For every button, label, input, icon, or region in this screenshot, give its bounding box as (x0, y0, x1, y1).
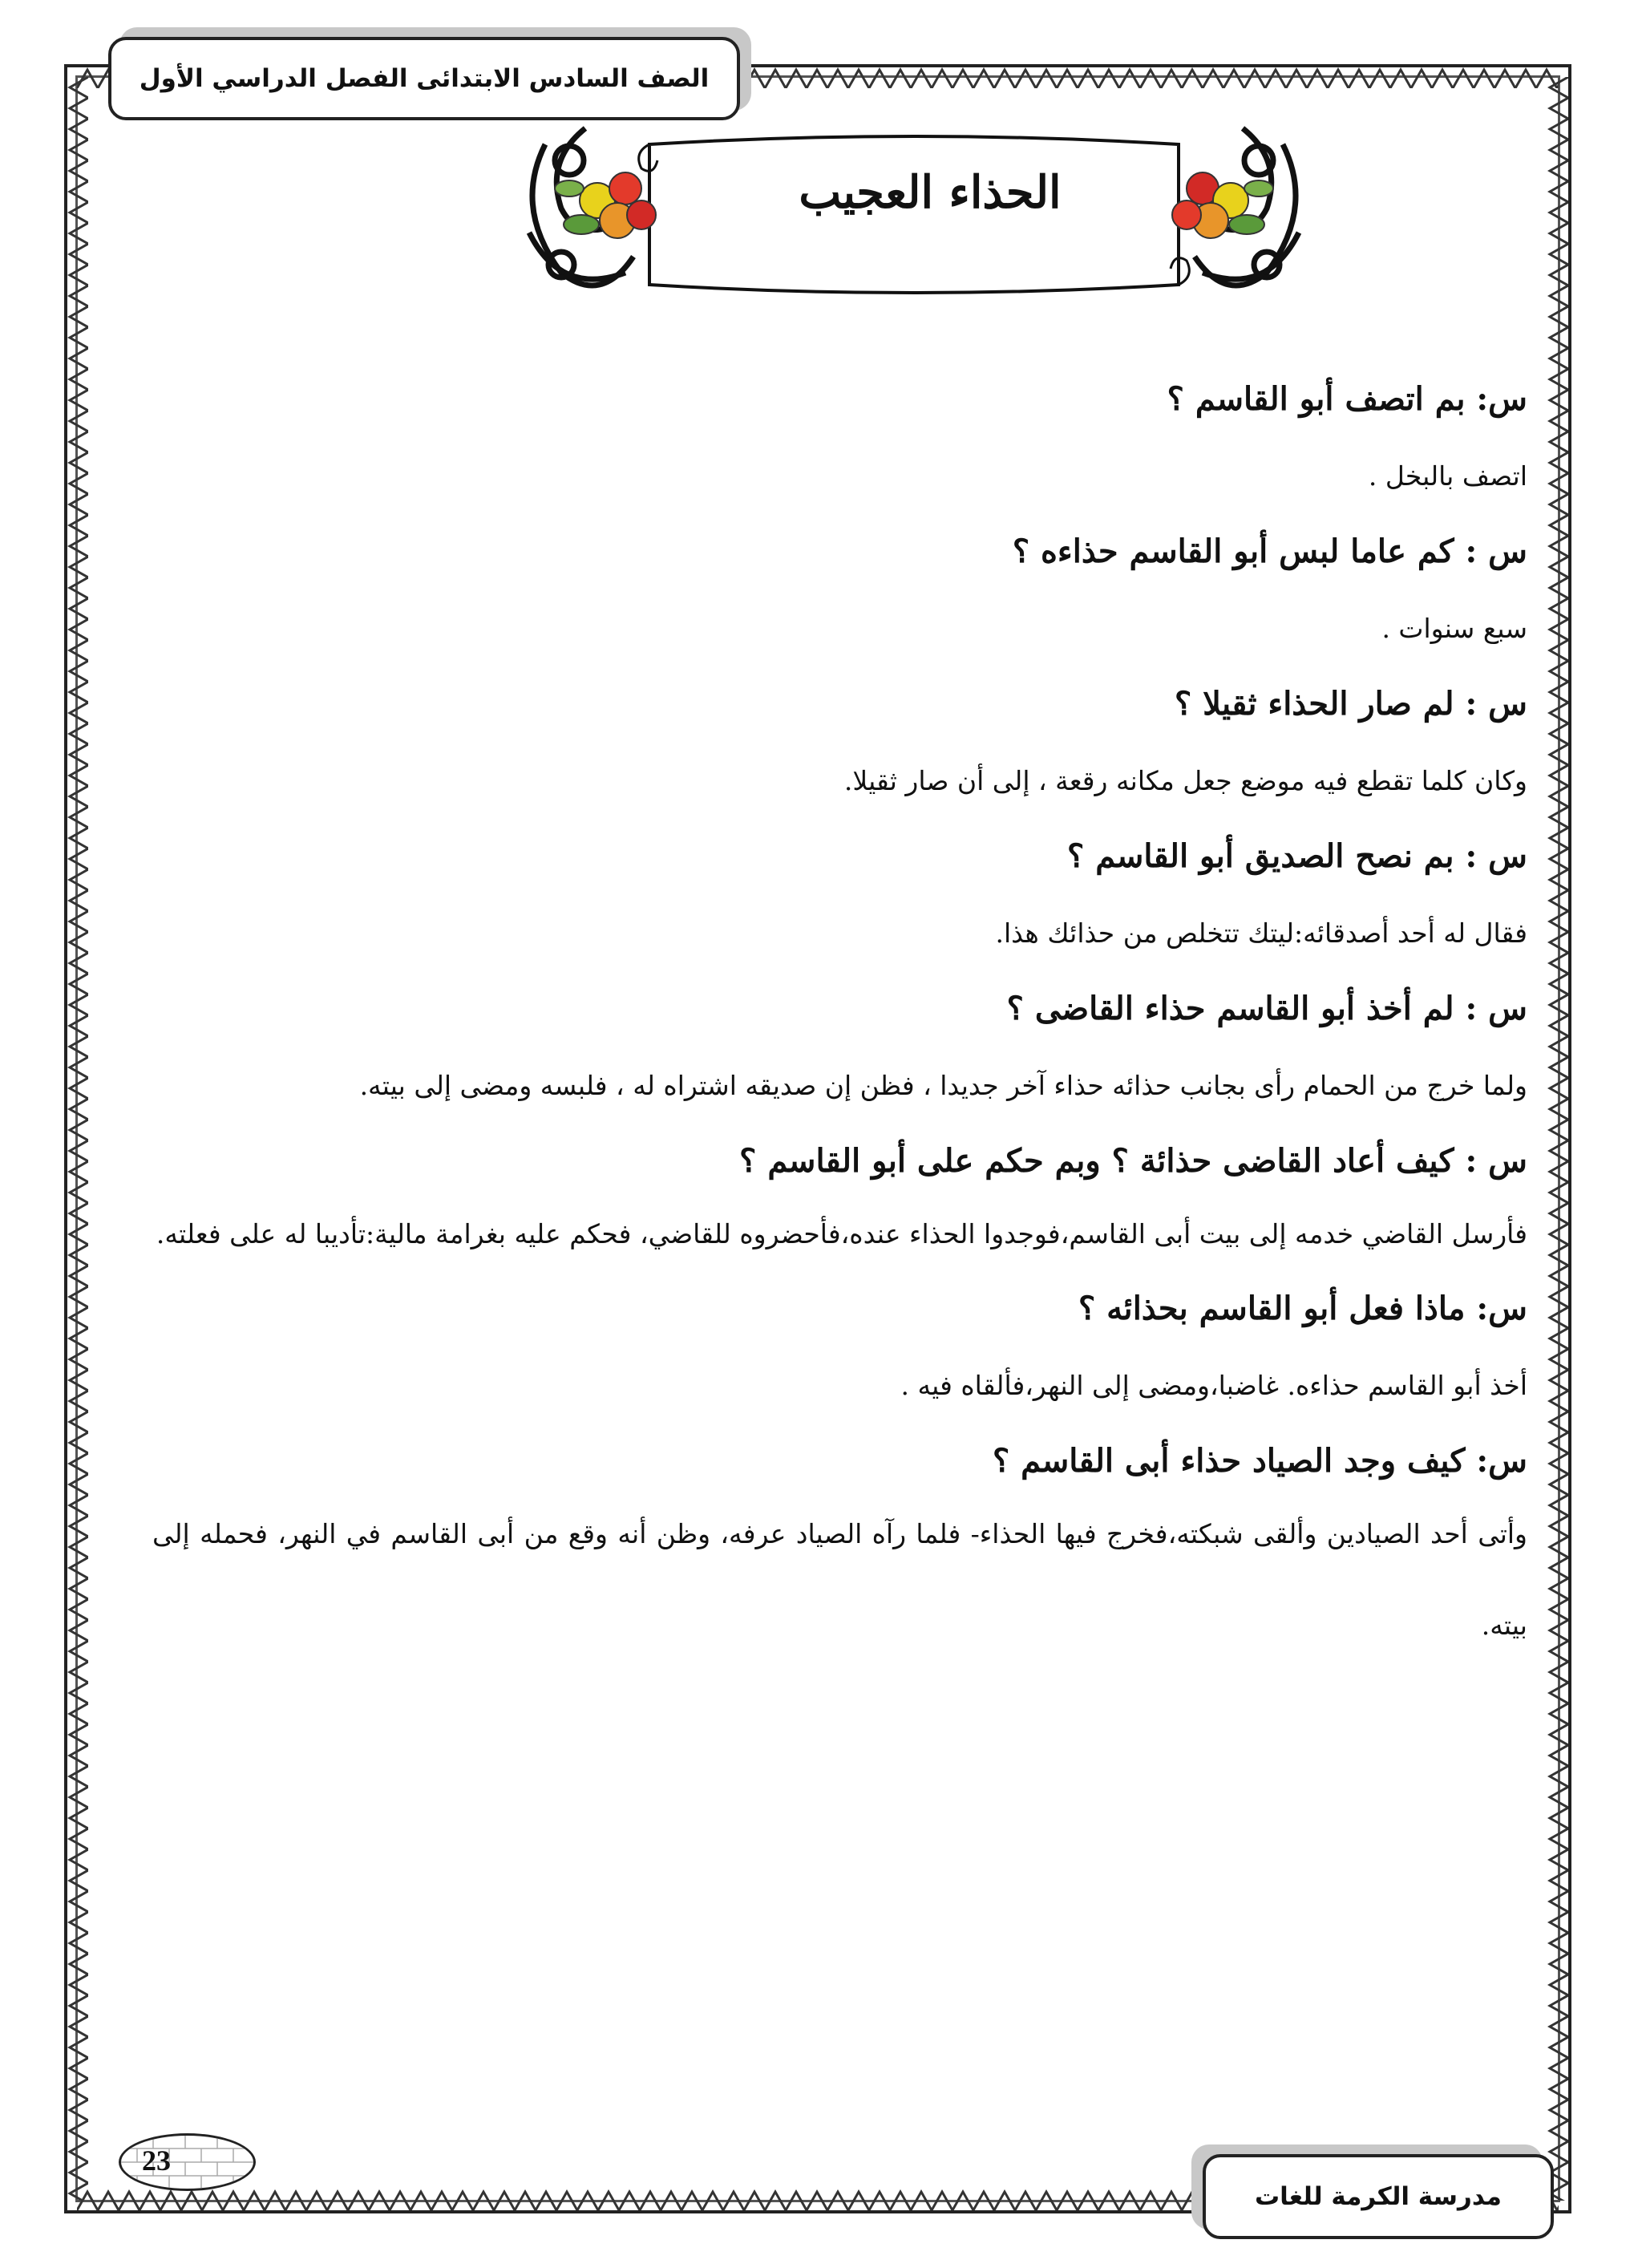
answer-6: فأرسل القاضي خدمه إلى بيت أبى القاسم،فوجدوا الحذاء عنده،فأحضروه للقاضي، فحكم عليه بغرامة مالية:تأديبا له على فعلته. (156, 1218, 1527, 1249)
question-8: س: كيف وجد الصياد حذاء أبى القاسم ؟ (992, 1442, 1527, 1480)
school-name-footer: مدرسة الكرمة للغات (1203, 2154, 1554, 2239)
question-3: س : لم صار الحذاء ثقيلا ؟ (1175, 685, 1527, 723)
qa-section (152, 377, 1527, 1671)
right-flowers (1172, 172, 1273, 238)
answer-5: ولما خرج من الحمام رأى بجانب حذائه حذاء آخر جديدا ، فظن إن صديقه اشتراه له ، فلبسه ومضى إلى بيته. (359, 1070, 1527, 1101)
page-number-badge (119, 2133, 256, 2191)
answer-7: أخذ أبو القاسم حذاءه. غاضبا،ومضى إلى النهر،فألقاه فيه . (900, 1370, 1527, 1401)
question-7: س: ماذا فعل أبو القاسم بحذائه ؟ (1078, 1290, 1527, 1327)
border-pattern-right (1547, 77, 1568, 2201)
answer-3: وكان كلما تقطع فيه موضع جعل مكانه رقعة ، إلى أن صار ثقيلا. (843, 765, 1527, 796)
question-4: س : بم نصح الصديق أبو القاسم ؟ (1067, 837, 1527, 875)
answer-1: اتصف بالبخل . (1368, 460, 1527, 492)
question-1: س: بم اتصف أبو القاسم ؟ (1167, 380, 1527, 418)
answer-2: سبع سنوات . (1381, 613, 1527, 644)
border-pattern-left (67, 77, 88, 2201)
question-6: س : كيف أعاد القاضى حذائة ؟ وبم حكم على أبو القاسم ؟ (739, 1142, 1527, 1180)
question-5: س : لم أخذ أبو القاسم حذاء القاضى ؟ (1006, 990, 1527, 1027)
brick-pattern (121, 2136, 253, 2189)
page-number: 23 (142, 2144, 171, 2177)
page-title: الحذاء العجيب (799, 166, 1062, 219)
answer-4: فقال له أحد أصدقائه:ليتك تتخلص من حذائك هذا. (995, 917, 1527, 949)
answer-8: وأتى أحد الصيادين وألقى شبكته،فخرج فيها الحذاء- فلما رآه الصياد عرفه، وظن أنه وقع من أبى القاسم في النهر، فحمله إلى بيته. (152, 1518, 1527, 1641)
left-flowers (555, 172, 656, 238)
grade-header-label: الصف السادس الابتدائى الفصل الدراسي الأول (108, 37, 740, 120)
question-2: س : كم عاما لبس أبو القاسم حذاءه ؟ (1012, 533, 1527, 570)
